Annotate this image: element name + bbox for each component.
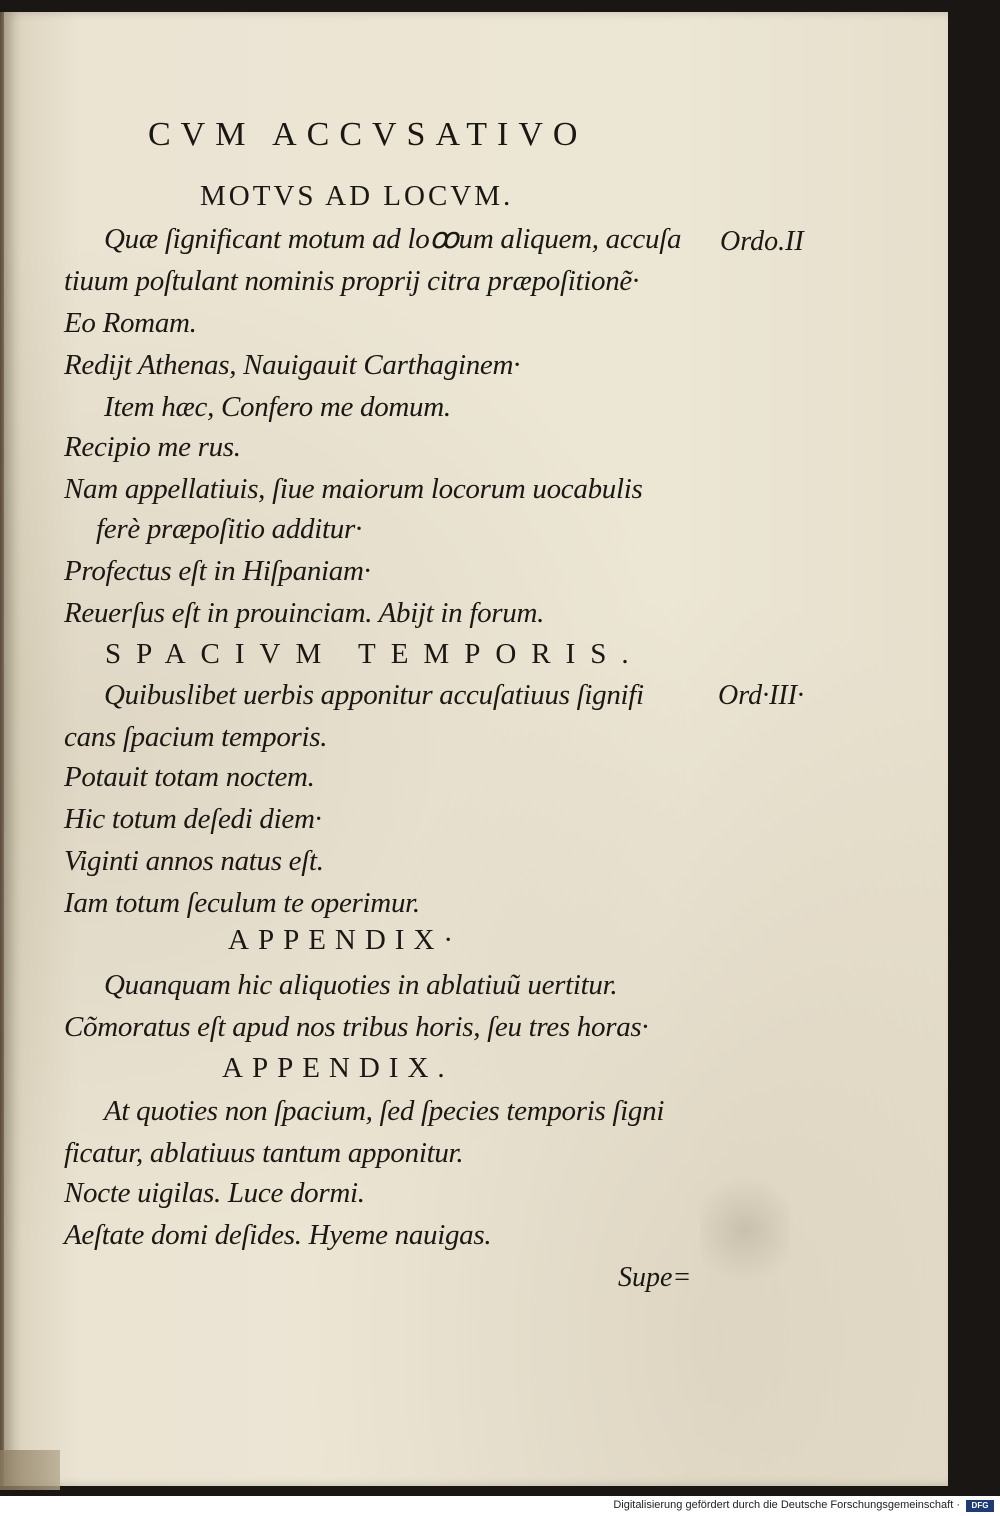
margin-note-ordo3: Ord·III·	[718, 680, 805, 711]
page-edge	[0, 1450, 60, 1490]
footer-credit: Digitalisierung gefördert durch die Deutsche Forschungsgemeinschaft ·	[613, 1499, 960, 1511]
section-title-appendix-2: APPENDIX.	[222, 1052, 454, 1084]
text-line: Item hæc, Confero me domum.	[104, 391, 451, 423]
text-line: Nam appellatiuis, ſiue maiorum locorum uocabulis	[64, 473, 643, 505]
dfg-logo: DFG	[966, 1500, 994, 1512]
text-line: ficatur, ablatiuus tantum apponitur.	[64, 1137, 464, 1169]
text-line: cans ſpacium temporis.	[64, 721, 328, 753]
text-line: Quæ ſignificant motum ad loꝏum aliquem, accuſa	[104, 223, 682, 255]
text-line: Nocte uigilas. Luce dormi.	[64, 1177, 365, 1209]
section-title-appendix-1: APPENDIX·	[228, 924, 463, 956]
text-line: Recipio me rus.	[64, 431, 241, 463]
text-line: Eo Romam.	[64, 307, 197, 339]
text-line: Viginti annos natus eſt.	[64, 845, 324, 877]
section-title-spacium: SPACIVM TEMPORIS.	[105, 638, 644, 670]
text-line: Iam totum ſeculum te operimur.	[64, 887, 420, 919]
text-line: Potauit totam noctem.	[64, 761, 315, 793]
text-line: Profectus eſt in Hiſpaniam·	[64, 555, 371, 587]
text-line: ferè præpoſitio additur·	[96, 513, 362, 545]
catchword: Supe=	[618, 1262, 692, 1293]
text-line: Reuerſus eſt in prouinciam. Abijt in forum.	[64, 597, 545, 629]
running-header: CVM ACCVSATIVO	[148, 116, 588, 153]
margin-note-ordo2: Ordo.II	[720, 226, 804, 257]
text-line: Redijt Athenas, Nauigauit Carthaginem·	[64, 349, 521, 381]
text-line: At quoties non ſpacium, ſed ſpecies temporis ſigni	[104, 1095, 665, 1127]
foxing-stain	[700, 1160, 790, 1300]
text-line: Cõmoratus eſt apud nos tribus horis, ſeu tres horas·	[64, 1011, 649, 1043]
text-line: Hic totum deſedi diem·	[64, 803, 322, 835]
section-title-motus: MOTVS AD LOCVM.	[200, 180, 514, 212]
text-line: Quanquam hic aliquoties in ablatiuũ uertitur.	[104, 969, 618, 1001]
text-line: Aeſtate domi deſides. Hyeme nauigas.	[64, 1219, 492, 1251]
text-line: tiuum poſtulant nominis proprij citra præpoſitionẽ·	[64, 265, 639, 297]
text-line: Quibuslibet uerbis apponitur accuſatiuus ſignifi	[104, 679, 644, 711]
